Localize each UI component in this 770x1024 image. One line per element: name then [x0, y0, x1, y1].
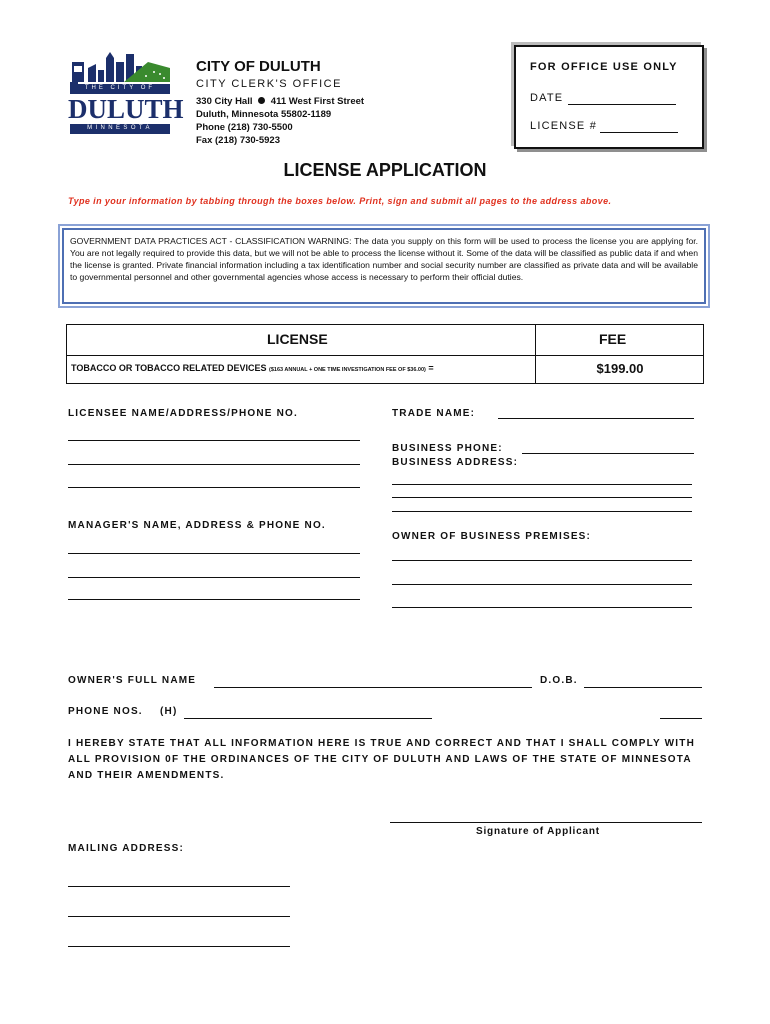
address-line-2: Duluth, Minnesota 55802-1189	[196, 109, 332, 120]
business-phone-field[interactable]	[522, 453, 694, 454]
license-item-note: ($163 ANNUAL + ONE TIME INVESTIGATION FEE OF $36.00)	[269, 367, 426, 373]
manager-field-1[interactable]	[68, 553, 360, 554]
owner-full-name-label: OWNER'S FULL NAME	[68, 675, 197, 686]
owner-premises-label: OWNER OF BUSINESS PREMISES:	[392, 531, 592, 542]
business-address-field-3[interactable]	[392, 511, 692, 512]
phone-home-label: (H)	[160, 706, 178, 717]
owner-premises-field-1[interactable]	[392, 560, 692, 561]
phone-home-field[interactable]	[184, 718, 432, 719]
dob-label: D.O.B.	[540, 675, 578, 686]
phone-line: Phone (218) 730-5500	[196, 122, 293, 133]
office-license-label: LICENSE #	[530, 120, 598, 132]
logo-name: DULUTH	[68, 94, 184, 124]
warning-text: GOVERNMENT DATA PRACTICES ACT - CLASSIFICATION WARNING: The data you supply on this form will be used to process the license you are applying for. You are not legally required to provide this data, but we will not be able to process the license without it. Some of the data will be classified as public data if and when the license is granted. Private financial information including a tax identification number and social security number are classified as private data and will be available to governmental personnel and other governmental agencies whose access is necessary to perform their official duties.	[70, 236, 698, 282]
phone-other-field[interactable]	[660, 718, 702, 719]
org-name: CITY OF DULUTH	[196, 58, 321, 75]
office-use-box	[514, 45, 704, 149]
mailing-address-label: MAILING ADDRESS:	[68, 843, 185, 854]
mailing-address-field-2[interactable]	[68, 916, 290, 917]
office-date-field[interactable]	[568, 104, 676, 105]
page-title: LICENSE APPLICATION	[283, 160, 487, 180]
address-city-hall: 330 City Hall	[196, 96, 253, 107]
phone-nos-label: PHONE NOS.	[68, 706, 143, 717]
org-office: CITY CLERK'S OFFICE	[196, 78, 342, 90]
business-address-field-1[interactable]	[392, 484, 692, 485]
fee-column-header: FEE	[599, 331, 627, 347]
signature-field[interactable]	[390, 822, 702, 823]
address-street: 411 West First Street	[270, 96, 365, 107]
business-phone-label: BUSINESS PHONE:	[392, 443, 503, 454]
license-fee-table	[66, 324, 704, 384]
office-license-field[interactable]	[600, 132, 678, 133]
fax-line: Fax (218) 730-5923	[196, 135, 280, 146]
licensee-field-2[interactable]	[68, 464, 360, 465]
owner-premises-field-3[interactable]	[392, 607, 692, 608]
trade-name-field[interactable]	[498, 418, 694, 419]
table-header-rule	[67, 355, 703, 356]
certification-statement: I HEREBY STATE THAT ALL INFORMATION HERE IS TRUE AND CORRECT AND THAT I SHALL COMPLY WITH ALL PROVISION 0F THE ORDINANCES OF THE CITY OF DULUTH AND LAWS OF THE STATE OF MINNESOTA AND THEIR AMENDMENTS.	[68, 738, 695, 781]
office-use-title: FOR OFFICE USE ONLY	[530, 61, 678, 73]
logo-state: MINNESOTA	[87, 125, 153, 131]
manager-label: MANAGER'S NAME, ADDRESS & PHONE NO.	[68, 520, 326, 531]
dob-field[interactable]	[584, 687, 702, 688]
license-item	[71, 363, 434, 373]
manager-field-3[interactable]	[68, 599, 360, 600]
license-item-equals: =	[428, 363, 434, 373]
table-divider	[535, 325, 536, 383]
business-address-label: BUSINESS ADDRESS:	[392, 457, 519, 468]
license-column-header: LICENSE	[267, 331, 328, 347]
data-practices-warning	[62, 228, 706, 304]
licensee-field-3[interactable]	[68, 487, 360, 488]
bullet-icon	[258, 97, 265, 104]
mailing-address-field-1[interactable]	[68, 886, 290, 887]
owner-premises-field-2[interactable]	[392, 584, 692, 585]
licensee-label: LICENSEE NAME/ADDRESS/PHONE NO.	[68, 408, 299, 419]
signature-label: Signature of Applicant	[476, 826, 600, 837]
owner-full-name-field[interactable]	[214, 687, 532, 688]
licensee-field-1[interactable]	[68, 440, 360, 441]
trade-name-label: TRADE NAME:	[392, 408, 476, 419]
mailing-address-field-3[interactable]	[68, 946, 290, 947]
logo-top-text: THE CITY OF	[84, 85, 156, 91]
city-logo	[66, 48, 184, 134]
license-item-name: TOBACCO OR TOBACCO RELATED DEVICES	[71, 363, 267, 373]
address-line-1	[196, 96, 364, 108]
license-fee-value: $199.00	[596, 361, 644, 376]
business-address-field-2[interactable]	[392, 497, 692, 498]
instructions: Type in your information by tabbing through the boxes below. Print, sign and submit all pages to the address above.	[68, 196, 612, 206]
manager-field-2[interactable]	[68, 577, 360, 578]
office-date-label: DATE	[530, 92, 564, 104]
